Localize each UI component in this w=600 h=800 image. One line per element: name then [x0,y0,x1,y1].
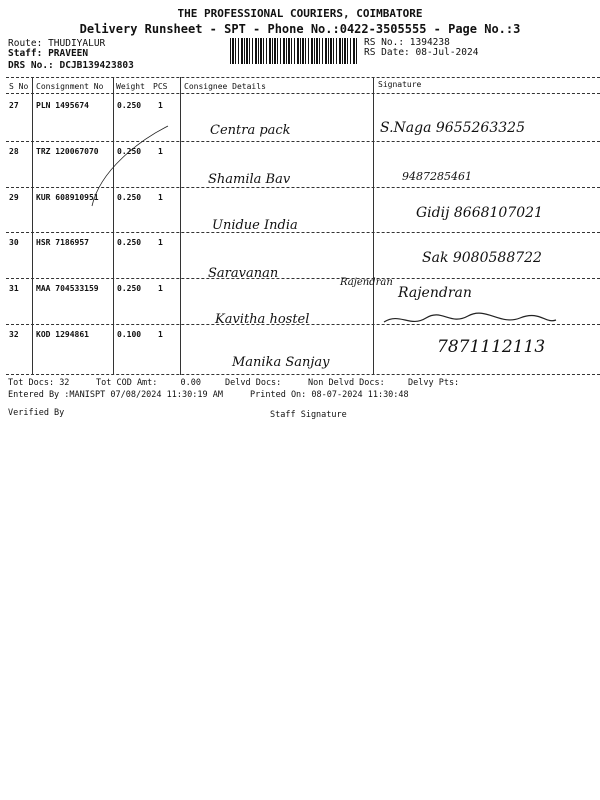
row-pcs: 1 [158,101,163,110]
staff-label: Staff: [8,48,43,59]
row-sno: 29 [9,193,19,202]
handwritten-consignee: Kavitha hostel [215,312,310,327]
handwritten-signature: 9487285461 [402,170,472,183]
rs-no-value: 1394238 [409,37,450,48]
handwritten-consignee: Centra pack [210,123,291,138]
rs-date-line [364,47,478,58]
row-sno: 31 [9,284,19,293]
row-weight: 0.250 [117,238,142,247]
runsheet-subtitle: Delivery Runsheet - SPT - Phone No.:0422-3505555 - Page No.:3 [79,22,521,36]
col-header-signature: Signature [378,80,422,89]
totals-line [8,378,69,388]
printed-on-line [250,390,409,400]
handwritten-consignee: Unidue India [212,218,298,233]
company-title: THE PROFESSIONAL COURIERS, COIMBATORE [177,7,423,20]
staff-value: PRAVEEN [48,48,89,59]
route-label: Route: [8,38,43,49]
col-divider [373,77,374,375]
row-weight: 0.100 [117,330,142,339]
handwritten-signature: 7871112113 [437,337,546,357]
barcode [230,38,358,64]
tot-cod [96,378,201,388]
tot-docs-value: 32 [59,378,70,388]
handwritten-signature: Sak 9080588722 [422,250,542,266]
rs-date-value: 08-Jul-2024 [415,47,479,58]
staff-signature-label: Staff Signature [270,410,347,420]
handwritten-signature: Rajendran [398,285,472,301]
rs-date-label: RS Date: [364,47,410,58]
row-pcs: 1 [158,193,163,202]
row-sno: 32 [9,330,19,339]
tot-cod-label: Tot COD Amt: [96,378,158,388]
tot-cod-value: 0.00 [180,378,202,388]
table-bottom-rule [6,374,600,375]
row-weight: 0.250 [117,101,142,110]
row-consignment: HSR 7186957 [36,238,89,247]
row-weight: 0.250 [117,193,142,202]
printed-on-value: 08-07-2024 11:30:48 [311,390,409,400]
drs-label: DRS No.: [8,60,54,71]
row-pcs: 1 [158,330,163,339]
delvd-docs-label: Delvd Docs: [225,378,282,388]
handwritten-consignee: Saravanan [208,266,279,281]
row-rule [6,232,600,233]
col-divider [180,77,181,375]
table-top-rule [6,77,600,78]
verified-by-label: Verified By [8,408,65,418]
entered-by-label: Entered By : [8,390,70,400]
row-pcs: 1 [158,284,163,293]
delvy-pts-label: Delvy Pts: [408,378,460,388]
col-header-sno: S No [9,82,29,91]
signature-scribble [380,310,560,330]
row-consignment: PLN 1495674 [36,101,89,110]
drs-value: DCJB139423803 [59,60,134,71]
handwritten-consignee: Rajendran [340,277,393,288]
staff-line [8,48,88,59]
row-pcs: 1 [158,238,163,247]
handwritten-consignee: Manika Sanjay [232,355,330,370]
handwritten-signature: S.Naga 9655263325 [380,120,525,136]
header-bottom-rule [6,93,600,94]
col-header-weight: Weight [116,82,145,91]
row-consignment: MAA 704533159 [36,284,99,293]
row-weight: 0.250 [117,284,142,293]
route-value: THUDIYALUR [48,38,106,49]
row-consignment: KUR 608910951 [36,193,99,202]
row-sno: 28 [9,147,19,156]
row-consignment: KOD 1294861 [36,330,89,339]
entered-by-value: MANISPT 07/08/2024 11:30:19 AM [69,390,223,400]
drs-line [8,60,134,71]
printed-on-label: Printed On: [250,390,307,400]
non-delvd-docs-label: Non Delvd Docs: [308,378,385,388]
entered-by-line [8,390,223,400]
row-rule [6,278,600,279]
row-pcs: 1 [158,147,163,156]
row-consignment: TRZ 120067070 [36,147,99,156]
row-sno: 30 [9,238,19,247]
row-sno: 27 [9,101,19,110]
handwritten-signature: Gidij 8668107021 [416,205,543,221]
tot-docs-label: Tot Docs: [8,378,55,388]
row-weight: 0.250 [117,147,142,156]
col-header-consignment: Consignment No [36,82,104,91]
col-header-pcs: PCS [153,82,168,91]
handwritten-consignee: Shamila Bav [208,172,291,187]
col-divider [32,77,33,375]
rs-no-label: RS No.: [364,37,405,48]
pen-stroke [80,120,180,210]
col-header-consignee: Consignee Details [184,82,266,91]
